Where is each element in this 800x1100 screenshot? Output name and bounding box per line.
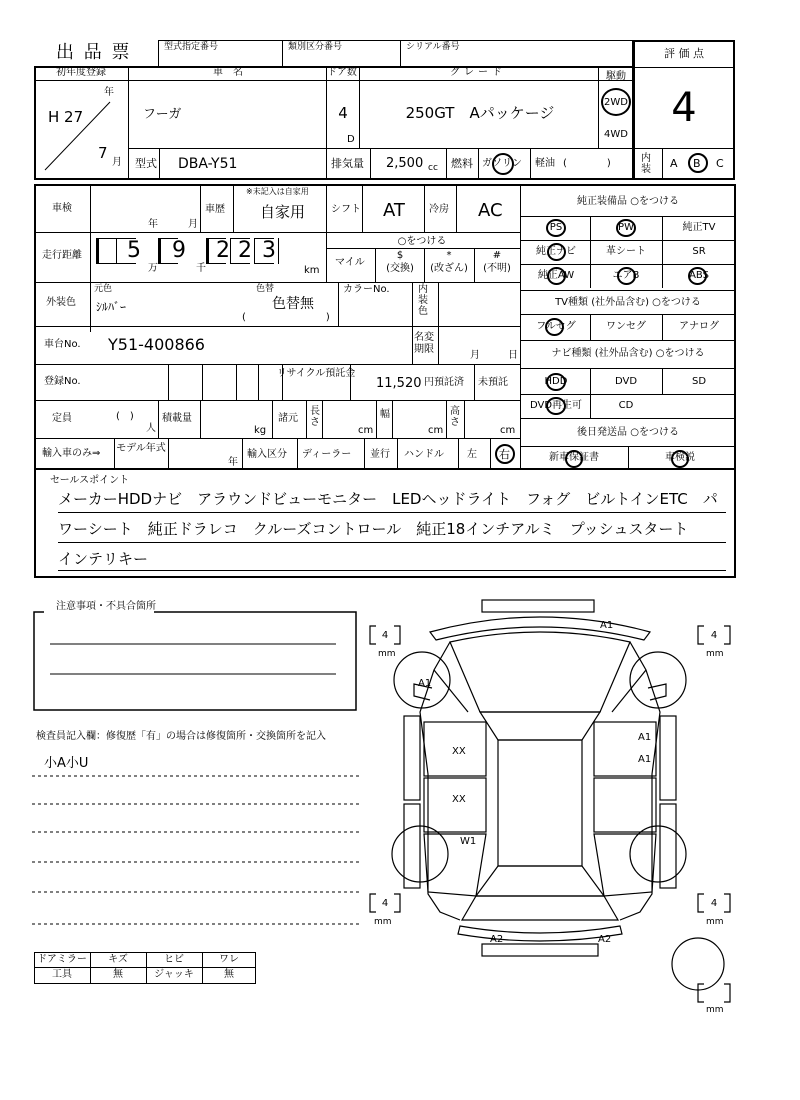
tv-title: TV種類 (社外品含む) ○をつける	[555, 297, 701, 308]
capacity-person-unit: 人	[146, 423, 156, 434]
tire-rear-left-depth: 4	[381, 898, 389, 909]
height-label: 高さ	[450, 406, 460, 428]
registration-era: H 27	[48, 108, 84, 126]
tv-analog: アナログ	[679, 321, 719, 332]
type-designation-label: 型式指定番号	[164, 42, 219, 52]
sales-line-2: ワーシート 純正ドラレコ クルーズコントロール 純正18インチアルミ プッシュスタート	[58, 520, 689, 538]
mark-left-rear-door: XX	[452, 794, 466, 805]
tools-jack-value: 無	[224, 969, 234, 980]
name-change-month: 月	[470, 350, 480, 361]
mileage-unknown-sym: #	[492, 250, 502, 261]
header-code-row	[158, 40, 633, 68]
length-label: 長さ	[310, 406, 320, 428]
dimensions-label: 諸元	[278, 413, 298, 424]
drive-2wd: 2WD	[604, 97, 628, 108]
import-label: 輸入車のみ⇒	[42, 448, 101, 459]
registration-month: 7	[98, 144, 108, 162]
capacity-label: 定員	[52, 413, 72, 424]
tv-fullseg: フルセグ	[536, 321, 576, 332]
later-title: 後日発送品 ○をつける	[577, 427, 679, 438]
mark-right-front-door-2: A1	[638, 754, 652, 765]
load-label: 積載量	[162, 413, 192, 424]
repaint-label: 色替	[256, 284, 275, 294]
import-dealer: ディーラー	[302, 449, 352, 460]
navi-dvd-play-circle	[546, 397, 566, 415]
equip-navi-circle	[547, 243, 566, 261]
mm-unit: mm	[706, 649, 724, 659]
doors-label: ドア数	[327, 67, 357, 78]
car-damage-diagram	[360, 592, 760, 1032]
category-label: 類別区分番号	[288, 42, 343, 52]
sheet-title: 出 品 票	[56, 42, 132, 63]
score-value: 4	[671, 85, 697, 131]
mileage-digit-2: 9	[172, 238, 186, 263]
handle-left: 左	[467, 449, 477, 460]
navi-hdd-circle	[546, 373, 566, 391]
tv-oneseg: ワンセグ	[606, 321, 646, 332]
tools-jack-label: ジャッキ	[154, 969, 194, 980]
later-manual-circle	[671, 450, 689, 468]
chassis-label: 車台No.	[44, 339, 81, 350]
notes-bracket	[30, 606, 360, 718]
interior-a: A	[670, 157, 678, 170]
mm-unit: mm	[706, 917, 724, 927]
model-year-label: モデル年式	[116, 443, 166, 454]
tv-fullseg-circle	[545, 318, 564, 336]
handle-right-circle	[495, 444, 515, 464]
history-value: 自家用	[260, 203, 306, 221]
load-kg: kg	[254, 425, 267, 436]
repaint-paren: ( )	[242, 312, 330, 323]
name-change-label: 名変期限	[414, 332, 434, 355]
mileage-digit-1: 5	[127, 238, 141, 263]
recycle-unpaid: 未預託	[478, 377, 508, 388]
equip-ps: PS	[549, 222, 563, 233]
tools-door-mirror: ドアミラー	[37, 954, 87, 965]
mileage-label: 走行距離	[42, 250, 82, 261]
equip-abs-circle	[688, 267, 707, 285]
equip-ps-circle	[546, 219, 566, 237]
registration-year-unit: 年	[104, 87, 114, 98]
later-warranty: 新車保証書	[549, 452, 599, 463]
mm-unit: mm	[706, 1005, 724, 1015]
equip-tv: 純正TV	[682, 222, 716, 233]
interior-b-circle	[688, 153, 708, 173]
handle-right: 右	[499, 448, 510, 461]
equip-aw: 純正AW	[537, 270, 575, 281]
door-type: D	[347, 134, 355, 145]
mileage-mile: マイル	[335, 257, 365, 268]
handle-label: ハンドル	[404, 449, 444, 460]
grade-value: 250GT Aパッケージ	[405, 104, 555, 122]
navi-sd: SD	[691, 376, 707, 387]
width-unit: cm	[428, 425, 444, 436]
navi-hdd: HDD	[544, 376, 568, 387]
tools-break: ワレ	[219, 954, 239, 965]
drive-label: 駆動	[606, 71, 626, 82]
mark-front-left-fender: A1	[418, 678, 432, 689]
first-registration-label: 初年度登録	[56, 67, 106, 78]
recycle-label: リサイクル預託金	[276, 368, 356, 379]
recycle-value: 11,520	[376, 376, 422, 391]
equip-abs: ABS	[689, 270, 709, 281]
ac-value: AC	[478, 200, 503, 221]
color-number-label: カラーNo.	[343, 284, 390, 295]
tire-front-left-depth: 4	[381, 630, 389, 641]
drive-2wd-circle	[601, 88, 631, 116]
height-unit: cm	[500, 425, 516, 436]
drive-4wd: 4WD	[604, 129, 628, 140]
original-color-value: ｼﾙﾊﾞｰ	[96, 300, 127, 314]
notes-label: 注意事項・不具合箇所	[56, 601, 156, 612]
mark-left-front-door: XX	[452, 746, 466, 757]
ac-label: 冷房	[429, 204, 449, 215]
mm-unit: mm	[374, 917, 392, 927]
import-type-label: 輸入区分	[247, 449, 287, 460]
door-count: 4	[338, 104, 348, 122]
displacement-label: 排気量	[331, 157, 364, 170]
name-change-day: 日	[508, 350, 518, 361]
inspector-value: 小A小U	[44, 756, 89, 771]
import-parallel: 並行	[370, 449, 390, 460]
car-name: フーガ	[143, 107, 182, 122]
history-label: 車歴	[205, 204, 225, 215]
mm-unit: mm	[378, 649, 396, 659]
mileage-exchange: (交換)	[386, 263, 414, 274]
registration-month-unit: 月	[112, 157, 122, 168]
navi-dvd: DVD	[614, 376, 638, 387]
inspection-month-unit: 月	[188, 219, 198, 230]
equip-aw-circle	[547, 267, 566, 285]
equip-pw-circle	[616, 219, 636, 237]
mark-rear-bumper-right: A2	[598, 934, 612, 945]
equip-sr: SR	[692, 246, 706, 257]
interior-label: 内装	[641, 153, 651, 175]
grade-label: グレード	[450, 67, 506, 78]
mileage-unknown: (不明)	[483, 263, 511, 274]
sales-line-3: インテリキー	[58, 550, 149, 568]
navi-cd: CD	[618, 400, 634, 411]
reg-number-label: 登録No.	[44, 376, 81, 387]
mileage-tamper-sym: *	[446, 250, 452, 261]
model-type-label: 型式	[135, 157, 157, 170]
tools-scratch: キズ	[108, 954, 128, 965]
mileage-mark-label: ○をつける	[397, 236, 447, 247]
exterior-color-label: 外装色	[46, 297, 76, 308]
width-label: 幅	[380, 409, 390, 420]
mark-left-quarter: W1	[460, 836, 477, 847]
mileage-digit-3: 2	[216, 238, 230, 263]
tire-front-right-depth: 4	[710, 630, 718, 641]
interior-b: B	[693, 157, 701, 170]
mileage-digit-5: 3	[262, 238, 276, 263]
tools-crack: ヒビ	[164, 954, 184, 965]
mileage-tamper: (改ざん)	[430, 263, 468, 274]
history-note: ※未記入は自家用	[246, 187, 309, 196]
later-warranty-circle	[565, 450, 583, 468]
tools-tool-label: 工具	[52, 969, 72, 980]
tools-tool-value: 無	[113, 969, 123, 980]
equip-airbag-circle	[617, 267, 636, 285]
car-name-label: 車 名	[213, 67, 243, 78]
displacement-unit: cc	[428, 163, 438, 173]
recycle-paid: 円預託済	[424, 377, 464, 388]
tire-rear-right-depth: 4	[710, 898, 718, 909]
mileage-unit-man: 万	[148, 263, 158, 274]
equip-airbag: エアB	[612, 270, 640, 281]
score-label: 評 価 点	[664, 47, 704, 60]
displacement-value: 2,500	[386, 156, 424, 171]
inspection-year-unit: 年	[148, 219, 158, 230]
equip-pw: PW	[618, 222, 634, 233]
capacity-paren: ( )	[116, 411, 134, 422]
inspector-label: 検査員記入欄：修復歴「有」の場合は修復箇所・交換箇所を記入	[36, 731, 326, 742]
mileage-unit-km: km	[304, 265, 320, 276]
fuel-gasoline: ガソリン	[482, 158, 522, 169]
fuel-diesel: 軽油	[535, 158, 555, 169]
interior-c: C	[716, 157, 724, 170]
navi-title: ナビ種類 (社外品含む) ○をつける	[551, 348, 705, 359]
serial-label: シリアル番号	[406, 42, 460, 52]
later-inspection-manual: 車検説	[665, 452, 695, 463]
fuel-gasoline-circle	[492, 153, 514, 175]
interior-color-label: 内装色	[418, 284, 428, 317]
chassis-value: Y51-400866	[108, 335, 205, 354]
equip-navi: 純正ナビ	[536, 246, 576, 257]
mileage-exchange-sym: $	[396, 250, 404, 261]
equipment-title: 純正装備品 ○をつける	[577, 196, 679, 207]
model-year-unit: 年	[228, 457, 238, 468]
mark-right-front-door-1: A1	[638, 732, 652, 743]
length-unit: cm	[358, 425, 374, 436]
mark-rear-bumper-left: A2	[490, 934, 504, 945]
fuel-other: ( )	[563, 158, 611, 169]
sales-line-1: メーカーHDDナビ アラウンドビューモニター LEDヘッドライト フォグ ビルトインETC パ	[58, 490, 718, 508]
mark-front-bumper: A1	[600, 620, 614, 631]
navi-dvd-play: DVD再生可	[529, 400, 583, 411]
mileage-digit-4: 2	[238, 238, 252, 263]
mileage-unit-sen: 千	[196, 263, 206, 274]
model-type-value: DBA-Y51	[178, 156, 238, 172]
sales-points-label: セールスポイント	[50, 475, 130, 486]
fuel-label: 燃料	[451, 157, 473, 170]
shift-value: AT	[383, 200, 405, 221]
equip-leather: 革シート	[606, 246, 646, 257]
original-color-label: 元色	[94, 284, 113, 294]
shift-label: シフト	[331, 204, 361, 215]
repaint-value: 色替無	[272, 296, 314, 312]
inspection-label: 車検	[52, 203, 72, 214]
